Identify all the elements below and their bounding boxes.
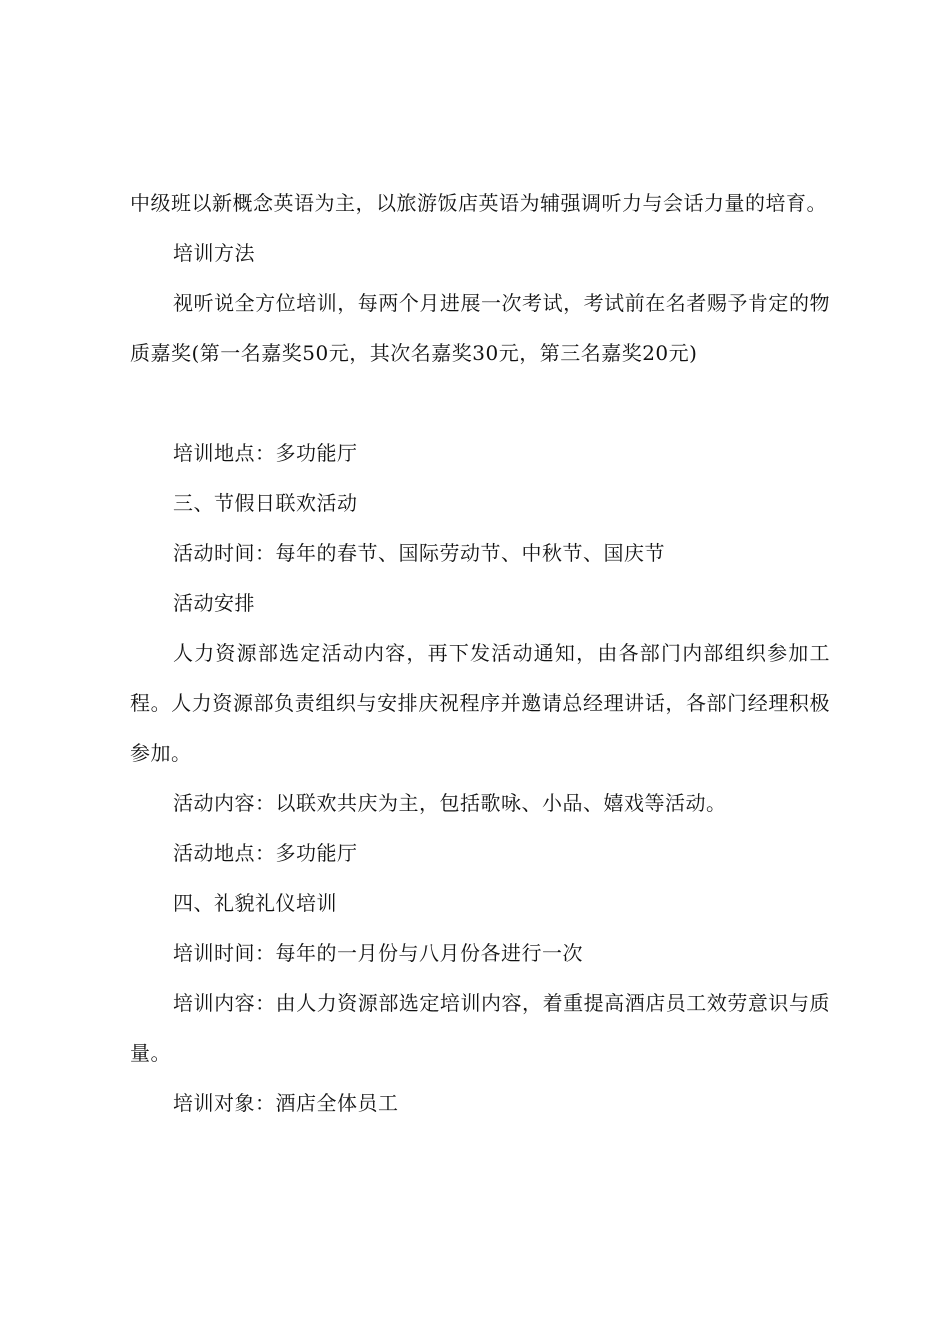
paragraph-activity-time: 活动时间：每年的春节、国际劳动节、中秋节、国庆节: [173, 541, 665, 565]
heading-holiday-party: 三、节假日联欢活动: [173, 491, 358, 515]
paragraph-etiquette-content: 培训内容：由人力资源部选定培训内容，着重提高酒店员工效劳意识与质量。: [130, 991, 830, 1065]
heading-activity-arrangement: 活动安排: [173, 591, 255, 615]
blank-line: [130, 378, 830, 428]
paragraph-etiquette-target: 培训对象：酒店全体员工: [173, 1091, 399, 1115]
paragraph-activity-content: 活动内容：以联欢共庆为主，包括歌咏、小品、嬉戏等活动。: [173, 791, 727, 815]
heading-etiquette-training: 四、礼貌礼仪培训: [173, 891, 337, 915]
paragraph-training-method: 视听说全方位培训，每两个月进展一次考试，考试前在名者赐予肯定的物质嘉奖(第一名嘉奖50元，其次名嘉奖30元，第三名嘉奖20元): [130, 291, 830, 365]
paragraph-intermediate-class: 中级班以新概念英语为主，以旅游饭店英语为辅强调听力与会话力量的培育。: [130, 191, 827, 215]
paragraph-activity-location: 活动地点：多功能厅: [173, 841, 358, 865]
document-body: [130, 178, 830, 1128]
paragraph-etiquette-time: 培训时间：每年的一月份与八月份各进行一次: [173, 941, 583, 965]
paragraph-training-location: 培训地点：多功能厅: [173, 441, 358, 465]
paragraph-activity-arrangement: 人力资源部选定活动内容，再下发活动通知，由各部门内部组织参加工程。人力资源部负责组织与安排庆祝程序并邀请总经理讲话，各部门经理积极参加。: [130, 641, 830, 765]
heading-training-method: 培训方法: [173, 241, 255, 265]
